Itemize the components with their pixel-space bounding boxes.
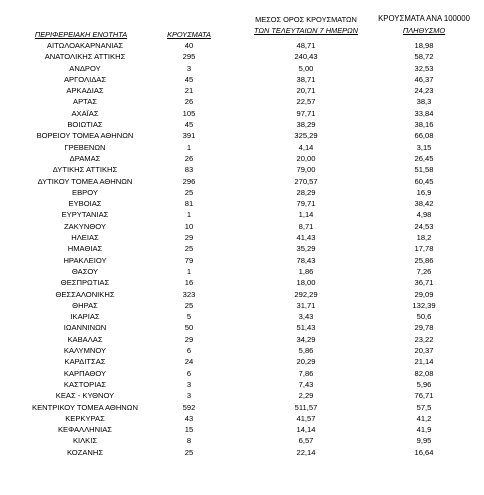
- cell-avg: 270,57: [294, 176, 318, 186]
- cell-avg: 511,57: [294, 402, 318, 412]
- cell-region: ΚΕΑΣ - ΚΥΘΝΟΥ: [55, 391, 115, 401]
- data-table: [0, 40, 484, 458]
- cell-avg: 31,71: [296, 300, 316, 310]
- cell-per100k: 41,9: [416, 425, 432, 435]
- cell-cases: 21: [184, 86, 194, 96]
- cell-avg: 22,57: [296, 97, 316, 107]
- cell-avg: 28,29: [296, 187, 316, 197]
- header-cases: ΚΡΟΥΣΜΑΤΑ: [167, 30, 211, 39]
- cell-per100k: 33,84: [414, 108, 434, 118]
- cell-cases: 29: [184, 233, 194, 243]
- cell-per100k: 3,15: [416, 142, 432, 152]
- table-row: [0, 51, 484, 62]
- cell-avg: 79,71: [296, 199, 316, 209]
- cell-cases: 1: [186, 210, 192, 220]
- cell-region: ΘΗΡΑΣ: [72, 300, 98, 310]
- cell-per100k: 25,86: [414, 255, 434, 265]
- cell-per100k: 20,37: [414, 346, 434, 356]
- table-row: [0, 322, 484, 333]
- cell-cases: 592: [182, 402, 196, 412]
- cell-region: ΚΕΦΑΛΛΗΝΙΑΣ: [57, 425, 113, 435]
- table-row: [0, 277, 484, 288]
- cell-cases: 25: [184, 300, 194, 310]
- cell-per100k: 46,37: [414, 74, 434, 84]
- cell-region: ΔΡΑΜΑΣ: [69, 153, 101, 163]
- cell-per100k: 16,64: [414, 447, 434, 457]
- cell-region: ΙΩΑΝΝΙΝΩΝ: [63, 323, 107, 333]
- table-row: [0, 334, 484, 345]
- cell-cases: 25: [184, 244, 194, 254]
- table-row: [0, 402, 484, 413]
- cell-cases: 391: [182, 131, 196, 141]
- header-region: ΠΕΡΙΦΕΡΕΙΑΚΗ ΕΝΟΤΗΤΑ: [34, 30, 128, 39]
- table-row: [0, 379, 484, 390]
- table-row: [0, 289, 484, 300]
- cell-region: ΗΡΑΚΛΕΙΟΥ: [63, 255, 107, 265]
- cell-avg: 48,71: [296, 41, 316, 50]
- cell-avg: 1,14: [298, 210, 314, 220]
- cell-region: ΚΕΡΚΥΡΑΣ: [65, 413, 105, 423]
- cell-per100k: 26,45: [414, 153, 434, 163]
- cell-avg: 3,43: [298, 312, 314, 322]
- cell-avg: 18,00: [296, 278, 316, 288]
- table-row: [0, 74, 484, 85]
- cell-per100k: 16,9: [416, 187, 432, 197]
- cell-avg: 4,14: [298, 142, 314, 152]
- cell-per100k: 38,16: [414, 120, 434, 130]
- table-row: [0, 345, 484, 356]
- cell-cases: 16: [184, 278, 194, 288]
- cell-region: ΑΝΔΡΟΥ: [69, 63, 101, 73]
- cell-per100k: 17,78: [414, 244, 434, 254]
- cell-region: ΚΙΛΚΙΣ: [72, 436, 98, 446]
- cell-region: ΓΡΕΒΕΝΩΝ: [64, 142, 106, 152]
- cell-per100k: 29,09: [414, 289, 434, 299]
- cell-avg: 97,71: [296, 108, 316, 118]
- table-row: [0, 447, 484, 458]
- cell-cases: 6: [186, 346, 192, 356]
- cell-avg: 5,86: [298, 346, 314, 356]
- cell-per100k: 32,53: [414, 63, 434, 73]
- cell-region: ΑΧΑΪΑΣ: [71, 108, 99, 118]
- header-per100k-line2: ΠΛΗΘΥΣΜΟ: [402, 26, 446, 35]
- cell-per100k: 51,58: [414, 165, 434, 175]
- table-row: [0, 85, 484, 96]
- table-row: [0, 424, 484, 435]
- table-row: [0, 176, 484, 187]
- cell-avg: 35,29: [296, 244, 316, 254]
- cell-cases: 83: [184, 165, 194, 175]
- header-avg-line2: ΤΩΝ ΤΕΛΕΥΤΑΙΩΝ 7 ΗΜΕΡΩΝ: [253, 26, 359, 35]
- cell-cases: 3: [186, 379, 192, 389]
- cell-per100k: 29,78: [414, 323, 434, 333]
- cell-avg: 41,43: [296, 233, 316, 243]
- table-row: [0, 119, 484, 130]
- cell-avg: 22,14: [296, 447, 316, 457]
- cell-cases: 50: [184, 323, 194, 333]
- cell-cases: 25: [184, 187, 194, 197]
- cell-region: ΕΒΡΟΥ: [72, 187, 98, 197]
- cell-region: ΑΝΑΤΟΛΙΚΗΣ ΑΤΤΙΚΗΣ: [44, 52, 126, 62]
- cell-cases: 296: [182, 176, 196, 186]
- cell-region: ΔΥΤΙΚΗΣ ΑΤΤΙΚΗΣ: [52, 165, 118, 175]
- cell-cases: 25: [184, 447, 194, 457]
- table-row: [0, 243, 484, 254]
- table-row: [0, 221, 484, 232]
- table-row: [0, 164, 484, 175]
- table-row: [0, 255, 484, 266]
- cell-cases: 45: [184, 74, 194, 84]
- table-row: [0, 356, 484, 367]
- cell-region: ΑΡΓΟΛΙΔΑΣ: [63, 74, 107, 84]
- cell-per100k: 18,98: [414, 41, 434, 50]
- cell-per100k: 82,08: [414, 368, 434, 378]
- cell-cases: 6: [186, 368, 192, 378]
- cell-region: ΘΕΣΣΑΛΟΝΙΚΗΣ: [55, 289, 115, 299]
- cell-region: ΑΡΚΑΔΙΑΣ: [66, 86, 104, 96]
- cell-avg: 20,29: [296, 357, 316, 367]
- cell-cases: 45: [184, 120, 194, 130]
- cell-region: ΑΡΤΑΣ: [73, 97, 97, 107]
- table-row: [0, 130, 484, 141]
- cell-cases: 323: [182, 289, 196, 299]
- cell-avg: 1,86: [298, 266, 314, 276]
- table-row: [0, 435, 484, 446]
- cell-cases: 10: [184, 221, 194, 231]
- table-row: [0, 187, 484, 198]
- cell-region: ΚΕΝΤΡΙΚΟΥ ΤΟΜΕΑ ΑΘΗΝΩΝ: [32, 402, 138, 412]
- cell-per100k: 76,71: [414, 391, 434, 401]
- cell-cases: 1: [186, 142, 192, 152]
- cell-region: ΘΑΣΟΥ: [71, 266, 99, 276]
- cell-cases: 3: [186, 391, 192, 401]
- cell-per100k: 50,6: [416, 312, 432, 322]
- cell-per100k: 18,2: [416, 233, 432, 243]
- cell-avg: 7,43: [298, 379, 314, 389]
- cell-avg: 2,29: [298, 391, 314, 401]
- cell-region: ΗΜΑΘΙΑΣ: [67, 244, 103, 254]
- table-row: [0, 108, 484, 119]
- cell-per100k: 60,45: [414, 176, 434, 186]
- cell-region: ΚΑΒΑΛΑΣ: [67, 334, 103, 344]
- cell-cases: 295: [182, 52, 196, 62]
- cell-region: ΕΥΡΥΤΑΝΙΑΣ: [61, 210, 109, 220]
- cell-region: ΚΑΡΠΑΘΟΥ: [63, 368, 107, 378]
- cell-region: ΚΑΣΤΟΡΙΑΣ: [63, 379, 107, 389]
- cell-avg: 51,43: [296, 323, 316, 333]
- cell-region: ΒΟΙΩΤΙΑΣ: [67, 120, 103, 130]
- cell-avg: 6,57: [298, 436, 314, 446]
- cell-per100k: 41,2: [416, 413, 432, 423]
- cell-region: ΒΟΡΕΙΟΥ ΤΟΜΕΑ ΑΘΗΝΩΝ: [36, 131, 134, 141]
- cell-region: ΚΑΛΥΜΝΟΥ: [63, 346, 107, 356]
- cell-cases: 43: [184, 413, 194, 423]
- cell-avg: 7,86: [298, 368, 314, 378]
- table-row: [0, 232, 484, 243]
- cell-region: ΘΕΣΠΡΩΤΙΑΣ: [60, 278, 110, 288]
- cell-per100k: 38,3: [416, 97, 432, 107]
- table-row: [0, 63, 484, 74]
- cell-region: ΙΚΑΡΙΑΣ: [70, 312, 100, 322]
- cell-per100k: 9,95: [416, 436, 432, 446]
- cell-avg: 34,29: [296, 334, 316, 344]
- cell-region: ΚΑΡΔΙΤΣΑΣ: [64, 357, 106, 367]
- cell-per100k: 66,08: [414, 131, 434, 141]
- cell-per100k: 24,53: [414, 221, 434, 231]
- cell-region: ΑΙΤΩΛΟΑΚΑΡΝΑΝΙΑΣ: [46, 41, 124, 50]
- cell-region: ΚΟΖΑΝΗΣ: [66, 447, 104, 457]
- header-avg-line1: ΜΕΣΟΣ ΟΡΟΣ ΚΡΟΥΣΜΑΤΩΝ: [255, 15, 357, 24]
- cell-per100k: 23,22: [414, 334, 434, 344]
- cell-region: ΕΥΒΟΙΑΣ: [68, 199, 102, 209]
- cell-cases: 81: [184, 199, 194, 209]
- cell-cases: 40: [184, 41, 194, 50]
- table-row: [0, 368, 484, 379]
- cell-per100k: 57,5: [416, 402, 432, 412]
- table-row: [0, 390, 484, 401]
- cell-per100k: 24,23: [414, 86, 434, 96]
- cell-avg: 78,43: [296, 255, 316, 265]
- cell-avg: 38,71: [296, 74, 316, 84]
- cell-cases: 26: [184, 153, 194, 163]
- table-row: [0, 413, 484, 424]
- cell-per100k: 58,72: [414, 52, 434, 62]
- header-per100k-line1: ΚΡΟΥΣΜΑΤΑ ΑΝΑ 100000: [378, 14, 470, 23]
- table-row: [0, 96, 484, 107]
- cell-avg: 14,14: [296, 425, 316, 435]
- cell-per100k: 21,14: [414, 357, 434, 367]
- cell-cases: 29: [184, 334, 194, 344]
- cell-avg: 5,00: [298, 63, 314, 73]
- cell-cases: 15: [184, 425, 194, 435]
- cell-avg: 325,29: [294, 131, 318, 141]
- table-row: [0, 311, 484, 322]
- cell-per100k: 36,71: [414, 278, 434, 288]
- table-row: [0, 142, 484, 153]
- table-row: [0, 300, 484, 311]
- cell-cases: 3: [186, 63, 192, 73]
- table-row: [0, 209, 484, 220]
- cell-avg: 292,29: [294, 289, 318, 299]
- header-avg: [247, 13, 365, 35]
- table-row: [0, 153, 484, 164]
- cell-cases: 105: [182, 108, 196, 118]
- cell-region: ΔΥΤΙΚΟΥ ΤΟΜΕΑ ΑΘΗΝΩΝ: [37, 176, 133, 186]
- cell-avg: 20,71: [296, 86, 316, 96]
- cell-avg: 38,29: [296, 120, 316, 130]
- cell-per100k: 38,42: [414, 199, 434, 209]
- cell-avg: 20,00: [296, 153, 316, 163]
- table-row: [0, 266, 484, 277]
- cell-avg: 79,00: [296, 165, 316, 175]
- cell-per100k: 4,98: [416, 210, 432, 220]
- table-row: [0, 198, 484, 209]
- cell-avg: 8,71: [298, 221, 314, 231]
- cell-avg: 41,57: [296, 413, 316, 423]
- cell-region: ΖΑΚΥΝΘΟΥ: [64, 221, 106, 231]
- cell-cases: 5: [186, 312, 192, 322]
- table-row: [0, 40, 484, 51]
- cell-cases: 79: [184, 255, 194, 265]
- cell-cases: 1: [186, 266, 192, 276]
- cell-per100k: 5,96: [416, 379, 432, 389]
- cell-cases: 24: [184, 357, 194, 367]
- cell-cases: 26: [184, 97, 194, 107]
- cell-region: ΗΛΕΙΑΣ: [71, 233, 99, 243]
- header-per100k: [365, 13, 483, 35]
- cell-per100k: 7,26: [416, 266, 432, 276]
- cell-cases: 8: [186, 436, 192, 446]
- cell-avg: 240,43: [294, 52, 318, 62]
- cell-per100k: 132,39: [412, 300, 436, 310]
